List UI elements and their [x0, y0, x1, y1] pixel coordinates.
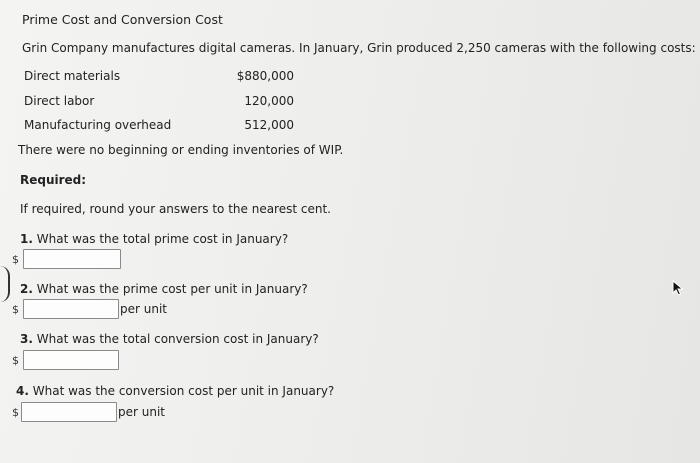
question-3-answer-input[interactable]	[23, 350, 119, 370]
question-4-answer-input[interactable]	[21, 402, 117, 422]
question-4-text: What was the conversion cost per unit in January?	[32, 384, 335, 398]
question-2-text: What was the prime cost per unit in January?	[36, 282, 308, 296]
question-3-currency: $	[12, 354, 19, 367]
question-2	[20, 282, 308, 296]
cost-label-manufacturing-overhead: Manufacturing overhead	[24, 118, 172, 132]
question-4	[16, 384, 334, 398]
cost-value-direct-labor: 120,000	[244, 94, 294, 108]
question-1-answer-input[interactable]	[23, 249, 121, 269]
question-1-currency: $	[12, 253, 19, 266]
question-4-number: 4.	[16, 384, 29, 398]
required-heading: Required:	[20, 173, 87, 187]
question-2-answer-input[interactable]	[23, 299, 119, 319]
active-question-bracket	[0, 266, 10, 302]
inventory-note: There were no beginning or ending inventories of WIP.	[18, 143, 344, 157]
pointer-arrow-icon	[672, 280, 686, 296]
cost-label-direct-materials: Direct materials	[24, 69, 121, 83]
question-1	[20, 232, 288, 246]
rounding-instruction: If required, round your answers to the nearest cent.	[20, 202, 331, 216]
question-2-number: 2.	[20, 282, 33, 296]
question-3-text: What was the total conversion cost in January?	[36, 332, 319, 346]
question-1-text: What was the total prime cost in January?	[36, 232, 289, 246]
page-title: Prime Cost and Conversion Cost	[22, 12, 223, 27]
question-1-number: 1.	[20, 232, 33, 246]
question-2-unit-suffix: per unit	[120, 302, 167, 316]
problem-intro: Grin Company manufactures digital cameras. In January, Grin produced 2,250 cameras with the following costs:	[22, 41, 696, 55]
question-4-currency: $	[12, 406, 19, 419]
cost-label-direct-labor: Direct labor	[24, 94, 95, 108]
question-4-unit-suffix: per unit	[118, 405, 165, 419]
cost-value-manufacturing-overhead: 512,000	[244, 118, 294, 132]
cost-value-direct-materials: $880,000	[236, 69, 294, 83]
question-3-number: 3.	[20, 332, 33, 346]
question-3	[20, 332, 319, 346]
question-2-currency: $	[12, 303, 19, 316]
